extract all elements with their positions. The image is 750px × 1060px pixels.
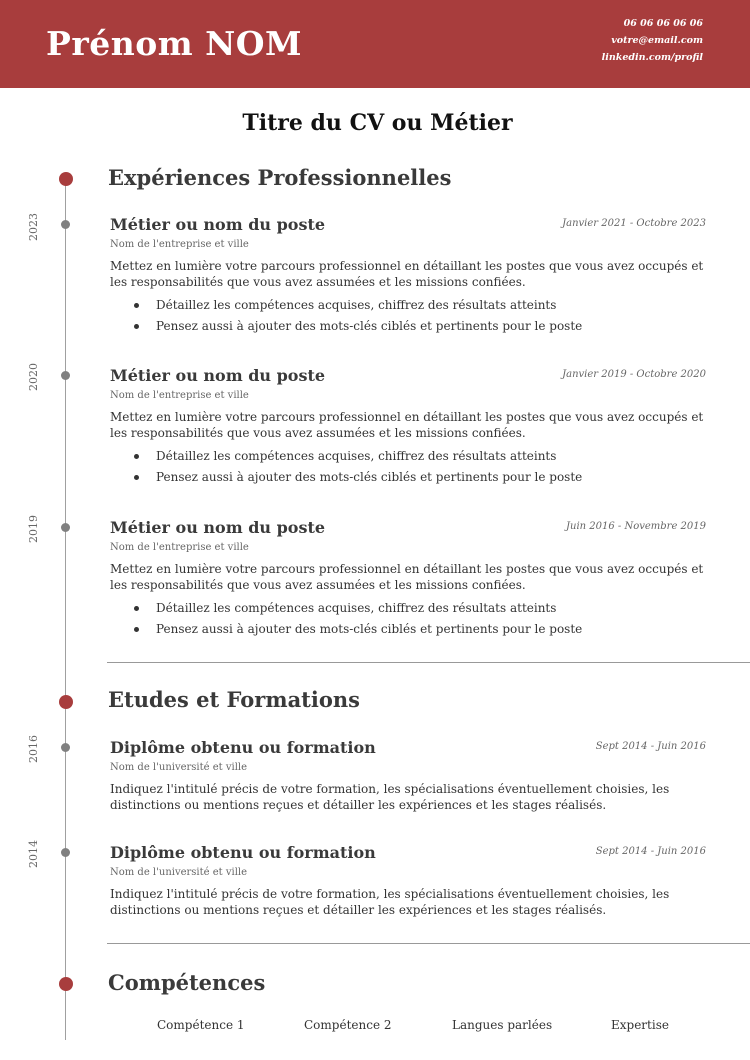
job-bullets [110,446,710,488]
bullet-item: Détaillez les compétences acquises, chiffrez des résultats atteints [110,598,710,619]
degree-dates: Sept 2014 - Juin 2016 [595,741,706,752]
section-title-education: Etudes et Formations [108,687,360,712]
education-entry [110,843,710,918]
timeline-line [65,178,66,1040]
bullet-item: Pensez aussi à ajouter des mots-clés ciblés et pertinents pour le poste [110,619,710,640]
phone-number: 06 06 06 06 06 [623,18,703,29]
bullet-item: Pensez aussi à ajouter des mots-clés ciblés et pertinents pour le poste [110,316,710,337]
year-label: 2016 [27,735,40,763]
degree-description: Indiquez l'intitulé précis de votre formation, les spécialisations éventuellement choisies, les distinctions ou mentions reçues et détailler les expériences et les stages réalisés. [110,782,670,812]
section-divider [107,662,750,663]
job-description: Mettez en lumière votre parcours professionnel en détaillant les postes que vous avez occupés et les responsabilités que vous avez assumées et les missions confiées. [110,562,704,592]
section-marker-education [59,695,73,709]
timeline-dot [61,743,70,752]
section-title-experiences: Expériences Professionnelles [108,165,452,190]
job-bullets [110,295,710,337]
section-marker-experiences [59,172,73,186]
section-marker-skills [59,977,73,991]
education-entry [110,738,710,813]
header-banner [0,0,750,88]
skills-row [0,1018,750,1036]
experience-entry [110,366,710,488]
timeline-dot [61,371,70,380]
year-label: 2020 [27,363,40,391]
bullet-item: Détaillez les compétences acquises, chiffrez des résultats atteints [110,446,710,467]
job-dates: Janvier 2021 - Octobre 2023 [562,218,706,229]
timeline-dot [61,523,70,532]
linkedin-url: linkedin.com/profil [601,52,703,63]
job-dates: Juin 2016 - Novembre 2019 [566,521,706,532]
company-name: Nom de l'entreprise et ville [110,239,249,250]
job-title: Métier ou nom du poste [110,215,326,234]
experience-entry [110,215,710,337]
bullet-item: Pensez aussi à ajouter des mots-clés ciblés et pertinents pour le poste [110,467,710,488]
year-label: 2014 [27,840,40,868]
section-title-skills: Compétences [108,970,266,995]
job-title: Métier ou nom du poste [110,366,326,385]
cv-title: Titre du CV ou Métier [242,110,513,136]
company-name: Nom de l'entreprise et ville [110,542,249,553]
degree-title: Diplôme obtenu ou formation [110,843,376,862]
degree-dates: Sept 2014 - Juin 2016 [595,846,706,857]
job-title: Métier ou nom du poste [110,518,326,537]
school-name: Nom de l'université et ville [110,762,248,773]
experience-entry [110,518,710,640]
skill-item: Compétence 2 [304,1018,392,1032]
school-name: Nom de l'université et ville [110,867,248,878]
skill-item: Expertise [611,1018,669,1032]
degree-description: Indiquez l'intitulé précis de votre formation, les spécialisations éventuellement choisies, les distinctions ou mentions reçues et détailler les expériences et les stages réalisés. [110,887,670,917]
candidate-name: Prénom NOM [46,24,303,63]
bullet-item: Détaillez les compétences acquises, chiffrez des résultats atteints [110,295,710,316]
job-description: Mettez en lumière votre parcours professionnel en détaillant les postes que vous avez occupés et les responsabilités que vous avez assumées et les missions confiées. [110,410,704,440]
job-description: Mettez en lumière votre parcours professionnel en détaillant les postes que vous avez occupés et les responsabilités que vous avez assumées et les missions confiées. [110,259,704,289]
skill-item: Compétence 1 [157,1018,245,1032]
skill-item: Langues parlées [452,1018,553,1032]
degree-title: Diplôme obtenu ou formation [110,738,376,757]
timeline-dot [61,220,70,229]
email-address: votre@email.com [611,35,703,46]
company-name: Nom de l'entreprise et ville [110,390,249,401]
job-dates: Janvier 2019 - Octobre 2020 [562,369,706,380]
job-bullets [110,598,710,640]
section-divider [107,943,750,944]
year-label: 2023 [27,213,40,241]
year-label: 2019 [27,515,40,543]
contact-block [602,15,703,66]
timeline-dot [61,848,70,857]
